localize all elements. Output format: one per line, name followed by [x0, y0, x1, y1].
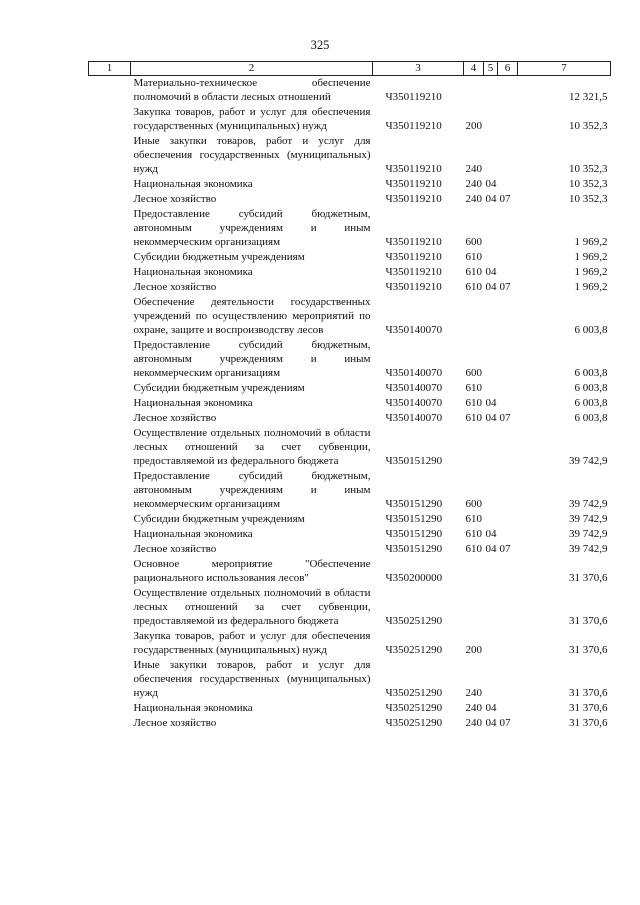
cell-empty	[89, 556, 131, 585]
table-row	[89, 628, 611, 657]
cell-empty	[89, 206, 131, 249]
table-row	[89, 176, 611, 191]
cell-sum: 1 969,2	[574, 266, 608, 278]
cell-vr: 610	[465, 281, 482, 293]
cell-code: Ч350151290	[385, 455, 443, 467]
cell-empty	[89, 380, 131, 395]
cell-pr: 07	[499, 717, 511, 729]
cell-name: Субсидии бюджетным учреждениям	[133, 382, 305, 394]
cell-vr: 600	[465, 367, 482, 379]
cell-pr	[498, 511, 518, 526]
cell-sum: 6 003,8	[574, 367, 608, 379]
cell-pr	[498, 294, 518, 337]
cell-code: Ч350119210	[385, 236, 442, 248]
cell-code: Ч350140070	[385, 367, 443, 379]
table-row	[89, 526, 611, 541]
cell-vr: 240	[465, 717, 482, 729]
cell-sum: 1 969,2	[574, 236, 608, 248]
cell-name: Закупка товаров, работ и услуг для обеспечения государственных (муниципальных) нужд	[133, 630, 371, 656]
header-row	[89, 62, 611, 76]
cell-sum: 39 742,9	[569, 513, 608, 525]
table-row	[89, 337, 611, 380]
cell-empty	[89, 715, 131, 730]
cell-sum: 31 370,6	[569, 687, 608, 699]
header-col-5: 5	[484, 62, 498, 76]
cell-empty	[89, 526, 131, 541]
cell-pr: 07	[499, 193, 511, 205]
cell-sum: 6 003,8	[574, 324, 608, 336]
cell-sum: 39 742,9	[569, 543, 608, 555]
table-body	[89, 76, 611, 731]
cell-rz	[484, 511, 498, 526]
cell-empty	[89, 395, 131, 410]
table-row	[89, 104, 611, 133]
table-row	[89, 657, 611, 700]
cell-sum: 10 352,3	[569, 178, 608, 190]
cell-pr: 07	[499, 281, 511, 293]
cell-pr	[498, 395, 518, 410]
cell-empty	[89, 337, 131, 380]
cell-name: Лесное хозяйство	[133, 543, 217, 555]
cell-pr	[498, 249, 518, 264]
cell-code: Ч350140070	[385, 397, 443, 409]
cell-empty	[89, 104, 131, 133]
cell-name: Закупка товаров, работ и услуг для обеспечения государственных (муниципальных) нужд	[133, 106, 371, 132]
cell-code: Ч350119210	[385, 120, 442, 132]
cell-name: Предоставление субсидий бюджетным, автономным учреждениям и иным некоммерческим организациям	[133, 208, 371, 248]
cell-pr	[498, 628, 518, 657]
budget-table	[88, 61, 611, 730]
cell-empty	[89, 468, 131, 511]
cell-code: Ч350251290	[385, 702, 443, 714]
cell-vr: 610	[465, 266, 482, 278]
cell-name: Лесное хозяйство	[133, 717, 217, 729]
header-col-2: 2	[131, 62, 373, 76]
cell-code: Ч350151290	[385, 543, 443, 555]
cell-vr: 200	[465, 120, 482, 132]
cell-sum: 39 742,9	[569, 455, 608, 467]
cell-rz: 04	[485, 281, 497, 293]
cell-pr	[498, 526, 518, 541]
cell-rz: 04	[485, 178, 497, 190]
cell-sum: 1 969,2	[574, 281, 608, 293]
cell-empty	[89, 410, 131, 425]
cell-vr: 240	[465, 702, 482, 714]
table-row	[89, 249, 611, 264]
cell-empty	[89, 264, 131, 279]
cell-empty	[89, 133, 131, 176]
cell-empty	[89, 541, 131, 556]
cell-rz	[484, 294, 498, 337]
cell-code: Ч350251290	[385, 687, 443, 699]
cell-sum: 39 742,9	[569, 528, 608, 540]
cell-code: Ч350119210	[385, 266, 442, 278]
header-col-7: 7	[518, 62, 611, 76]
cell-code: Ч350119210	[385, 193, 442, 205]
cell-empty	[89, 191, 131, 206]
cell-sum: 39 742,9	[569, 498, 608, 510]
cell-empty	[89, 279, 131, 294]
page-number: 325	[310, 38, 330, 52]
cell-vr: 200	[465, 644, 482, 656]
cell-rz	[484, 206, 498, 249]
cell-vr: 600	[465, 236, 482, 248]
cell-rz	[484, 556, 498, 585]
cell-rz: 04	[485, 412, 497, 424]
cell-sum: 12 321,5	[569, 91, 608, 103]
cell-code: Ч350251290	[385, 644, 443, 656]
cell-vr: 610	[465, 251, 482, 263]
cell-name: Лесное хозяйство	[133, 412, 217, 424]
table-row	[89, 541, 611, 556]
cell-code: Ч350119210	[385, 163, 442, 175]
cell-name: Лесное хозяйство	[133, 193, 217, 205]
cell-empty	[89, 294, 131, 337]
cell-rz	[484, 76, 498, 105]
cell-code: Ч350151290	[385, 528, 443, 540]
cell-pr	[498, 468, 518, 511]
cell-sum: 10 352,3	[569, 163, 608, 175]
cell-pr	[498, 104, 518, 133]
cell-pr	[498, 425, 518, 468]
cell-vr	[464, 585, 484, 628]
cell-rz: 04	[485, 266, 497, 278]
cell-name: Иные закупки товаров, работ и услуг для обеспечения государственных (муниципальных) нужд	[133, 659, 371, 699]
cell-vr: 610	[465, 397, 482, 409]
header-col-3: 3	[373, 62, 464, 76]
cell-vr: 240	[465, 178, 482, 190]
table-row	[89, 585, 611, 628]
cell-name: Осуществление отдельных полномочий в области лесных отношений за счет субвенции, предоставляемой из федерального бюджета	[133, 587, 371, 627]
cell-code: Ч350119210	[385, 251, 442, 263]
cell-rz	[484, 425, 498, 468]
cell-sum: 10 352,3	[569, 193, 608, 205]
cell-rz	[484, 657, 498, 700]
cell-pr	[498, 206, 518, 249]
cell-code: Ч350119210	[385, 281, 442, 293]
cell-name: Осуществление отдельных полномочий в области лесных отношений за счет субвенции, предоставляемой из федерального бюджета	[133, 427, 371, 467]
cell-name: Субсидии бюджетным учреждениям	[133, 513, 305, 525]
cell-pr: 07	[499, 543, 511, 555]
cell-empty	[89, 511, 131, 526]
cell-empty	[89, 76, 131, 105]
cell-rz: 04	[485, 397, 497, 409]
cell-empty	[89, 249, 131, 264]
cell-name: Материально-техническое обеспечение полномочий в области лесных отношений	[133, 77, 371, 103]
table-row	[89, 511, 611, 526]
cell-rz	[484, 249, 498, 264]
cell-name: Лесное хозяйство	[133, 281, 217, 293]
cell-code: Ч350119210	[385, 91, 442, 103]
cell-code: Ч350140070	[385, 324, 443, 336]
table-row	[89, 294, 611, 337]
table-row	[89, 191, 611, 206]
table-row	[89, 279, 611, 294]
cell-sum: 31 370,6	[569, 644, 608, 656]
table-row	[89, 380, 611, 395]
table-header	[89, 62, 611, 76]
cell-empty	[89, 700, 131, 715]
cell-vr: 610	[465, 543, 482, 555]
cell-name: Национальная экономика	[133, 702, 253, 714]
cell-pr	[498, 700, 518, 715]
cell-name: Иные закупки товаров, работ и услуг для обеспечения государственных (муниципальных) нужд	[133, 135, 371, 175]
cell-sum: 6 003,8	[574, 412, 608, 424]
cell-vr	[464, 425, 484, 468]
cell-name: Основное мероприятие "Обеспечение рационального использования лесов"	[133, 558, 371, 584]
cell-rz: 04	[485, 702, 497, 714]
cell-empty	[89, 425, 131, 468]
table-row	[89, 206, 611, 249]
cell-code: Ч350251290	[385, 615, 443, 627]
cell-vr: 240	[465, 193, 482, 205]
cell-code: Ч350140070	[385, 382, 443, 394]
cell-code: Ч350140070	[385, 412, 443, 424]
table-row	[89, 76, 611, 105]
header-col-6: 6	[498, 62, 518, 76]
cell-sum: 31 370,6	[569, 572, 608, 584]
cell-rz: 04	[485, 543, 497, 555]
cell-vr: 610	[465, 528, 482, 540]
cell-name: Национальная экономика	[133, 397, 253, 409]
cell-empty	[89, 657, 131, 700]
cell-pr	[498, 585, 518, 628]
table-row	[89, 425, 611, 468]
cell-sum: 10 352,3	[569, 120, 608, 132]
cell-sum: 31 370,6	[569, 702, 608, 714]
cell-rz	[484, 337, 498, 380]
cell-pr	[498, 264, 518, 279]
cell-vr: 240	[465, 163, 482, 175]
cell-vr	[464, 556, 484, 585]
cell-vr	[464, 294, 484, 337]
cell-pr	[498, 76, 518, 105]
table-row	[89, 264, 611, 279]
cell-pr	[498, 337, 518, 380]
table-row	[89, 715, 611, 730]
table-row	[89, 468, 611, 511]
cell-pr	[498, 176, 518, 191]
table-row	[89, 700, 611, 715]
cell-name: Обеспечение деятельности государственных учреждений по осуществлению мероприятий по охране, защите и воспроизводству лесов	[133, 296, 371, 336]
cell-empty	[89, 176, 131, 191]
cell-sum: 1 969,2	[574, 251, 608, 263]
cell-code: Ч350119210	[385, 178, 442, 190]
cell-name: Предоставление субсидий бюджетным, автономным учреждениям и иным некоммерческим организациям	[133, 339, 371, 379]
cell-rz: 04	[485, 717, 497, 729]
cell-name: Национальная экономика	[133, 528, 253, 540]
cell-name: Субсидии бюджетным учреждениям	[133, 251, 305, 263]
cell-pr	[498, 133, 518, 176]
cell-vr: 610	[465, 513, 482, 525]
cell-rz	[484, 380, 498, 395]
cell-empty	[89, 585, 131, 628]
cell-sum: 31 370,6	[569, 717, 608, 729]
cell-vr: 240	[465, 687, 482, 699]
table-row	[89, 395, 611, 410]
table-row	[89, 410, 611, 425]
table-row	[89, 133, 611, 176]
header-col-1: 1	[89, 62, 131, 76]
cell-rz: 04	[485, 528, 497, 540]
cell-name: Национальная экономика	[133, 266, 253, 278]
header-col-4: 4	[464, 62, 484, 76]
cell-pr	[498, 380, 518, 395]
cell-pr: 07	[499, 412, 511, 424]
cell-rz	[484, 585, 498, 628]
cell-rz	[484, 628, 498, 657]
cell-code: Ч350200000	[385, 572, 443, 584]
cell-rz	[484, 133, 498, 176]
cell-code: Ч350151290	[385, 513, 443, 525]
cell-rz	[484, 468, 498, 511]
cell-vr	[464, 76, 484, 105]
cell-sum: 6 003,8	[574, 382, 608, 394]
cell-code: Ч350151290	[385, 498, 443, 510]
cell-vr: 610	[465, 412, 482, 424]
cell-sum: 6 003,8	[574, 397, 608, 409]
cell-empty	[89, 628, 131, 657]
cell-code: Ч350251290	[385, 717, 443, 729]
cell-rz: 04	[485, 193, 497, 205]
table-row	[89, 556, 611, 585]
cell-pr	[498, 657, 518, 700]
cell-vr: 610	[465, 382, 482, 394]
cell-rz	[484, 104, 498, 133]
cell-pr	[498, 556, 518, 585]
cell-vr: 600	[465, 498, 482, 510]
cell-sum: 31 370,6	[569, 615, 608, 627]
cell-name: Предоставление субсидий бюджетным, автономным учреждениям и иным некоммерческим организациям	[133, 470, 371, 510]
cell-name: Национальная экономика	[133, 178, 253, 190]
